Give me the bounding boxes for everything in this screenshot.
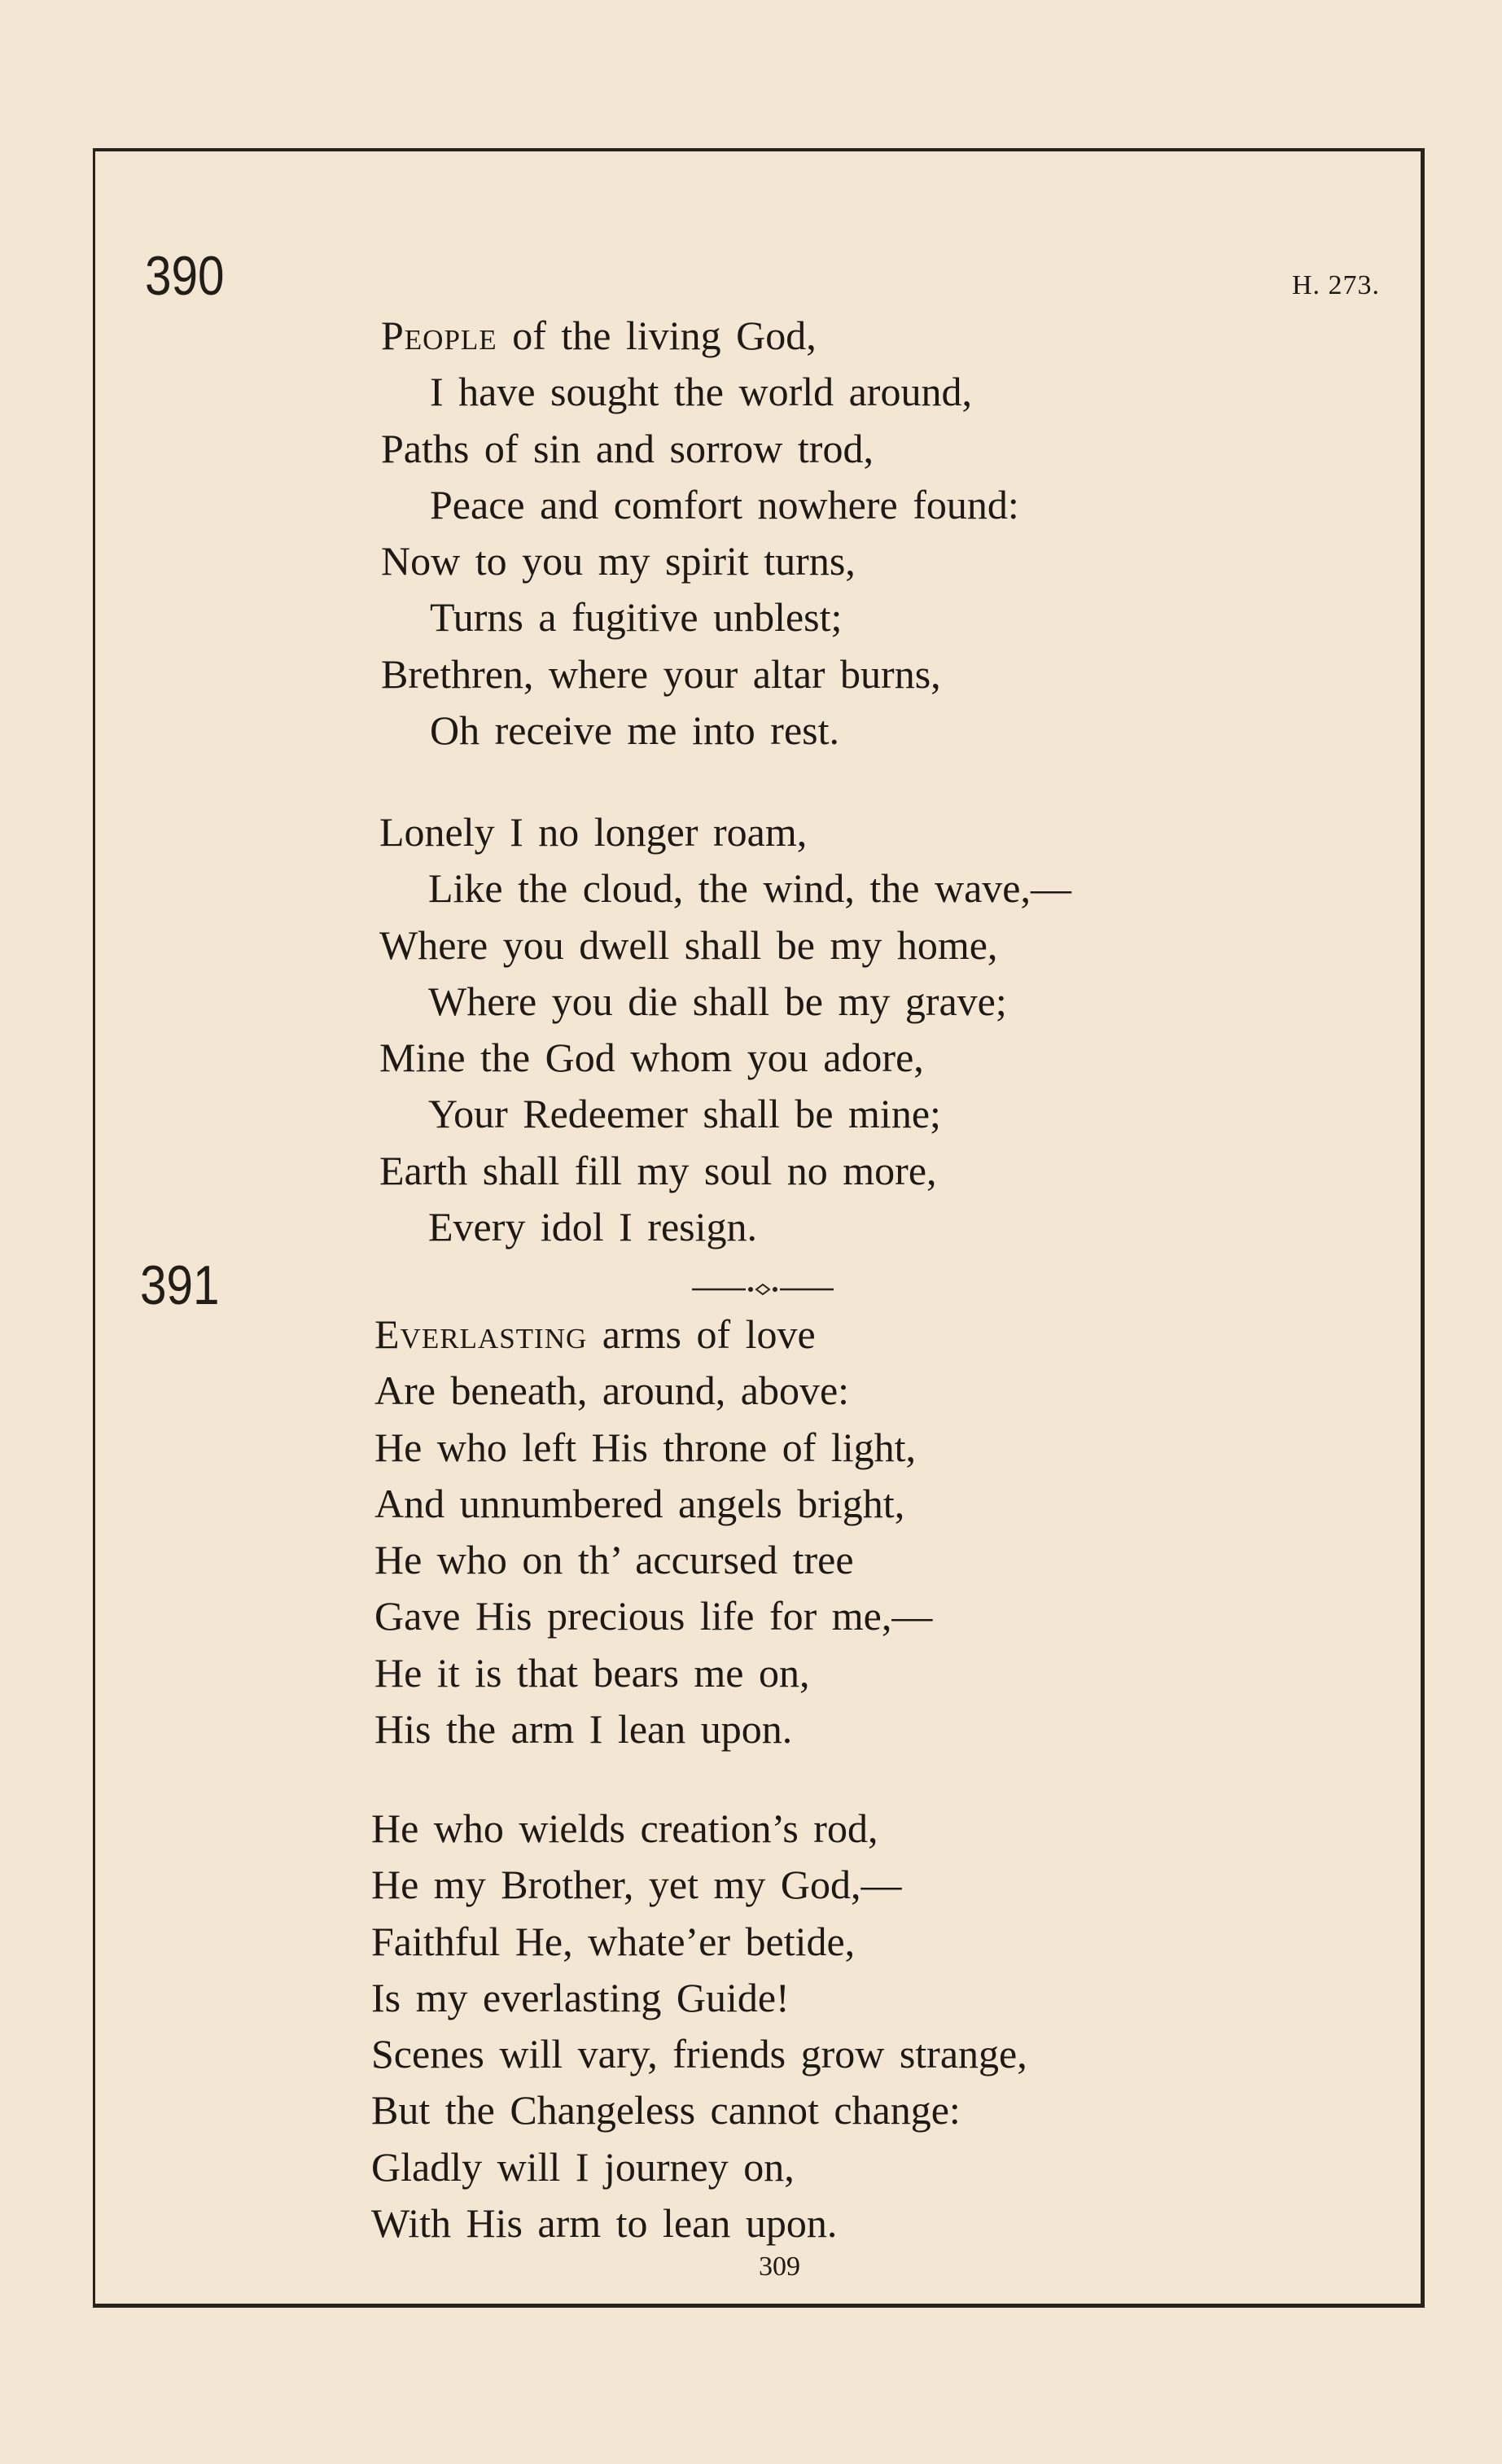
verse-line: Gladly will I journey on, [371, 2143, 795, 2190]
verse-line: He my Brother, yet my God,— [371, 1862, 902, 1908]
verse-line: His the arm I lean upon. [374, 1706, 793, 1753]
hymn-390-verse-2 [379, 804, 1071, 1255]
verse-line: Scenes will vary, friends grow strange, [371, 2031, 1027, 2077]
verse-lead-word: Everlasting [374, 1311, 588, 1357]
verse-line: With His arm to lean upon. [371, 2200, 838, 2247]
verse-line: Now to you my spirit turns, [381, 538, 856, 584]
verse-line: Are beneath, around, above: [374, 1368, 850, 1414]
verse-line: Brethren, where your altar burns, [381, 650, 941, 697]
verse-line: Oh receive me into rest. [430, 707, 839, 754]
verse-line: Gave His precious life for me,— [374, 1593, 933, 1639]
verse-line: He who on th’ accursed tree [374, 1537, 854, 1583]
ornament-divider [692, 1281, 839, 1298]
verse-lead-word: People [381, 313, 497, 358]
verse-line: Earth shall fill my soul no more, [379, 1147, 937, 1193]
verse-line: Faithful He, whate’er betide, [371, 1918, 856, 1964]
verse-line: Where you die shall be my grave; [428, 978, 1007, 1024]
page-number: 309 [759, 2252, 800, 2282]
verse-line: Every idol I resign. [428, 1204, 758, 1250]
verse-line: But the Changeless cannot change: [371, 2087, 961, 2134]
verse-line: Peace and comfort nowhere found: [430, 481, 1019, 527]
verse-line [374, 1306, 932, 1363]
hymn-390-verse-1 [381, 308, 1019, 759]
verse-line-text: arms of love [587, 1311, 816, 1357]
verse-line: Your Redeemer shall be mine; [428, 1091, 941, 1137]
verse-line: Like the cloud, the wind, the wave,— [428, 865, 1071, 912]
hymn-reference: H. 273. [1291, 270, 1380, 300]
hymn-number-391: 391 [140, 1254, 220, 1316]
verse-line: And unnumbered angels bright, [374, 1480, 905, 1526]
hymn-number-390: 390 [145, 245, 225, 307]
verse-line: He it is that bears me on, [374, 1649, 810, 1696]
verse-line: He who wields creation’s rod, [371, 1805, 878, 1851]
verse-line: He who left His throne of light, [374, 1424, 917, 1470]
verse-line-text: of the living God, [497, 313, 817, 358]
verse-line: I have sought the world around, [430, 369, 972, 415]
verse-line: Where you dwell shall be my home, [379, 921, 998, 968]
verse-line: Paths of sin and sorrow trod, [381, 425, 874, 471]
verse-line: Is my everlasting Guide! [371, 1974, 790, 2020]
verse-line: Lonely I no longer roam, [379, 809, 808, 855]
verse-line: Mine the God whom you adore, [379, 1035, 924, 1081]
verse-line [381, 308, 1019, 364]
verse-line: Turns a fugitive unblest; [430, 594, 843, 641]
hymn-391-verse-1 [374, 1306, 932, 1757]
hymn-391-verse-2 [371, 1801, 1027, 2252]
